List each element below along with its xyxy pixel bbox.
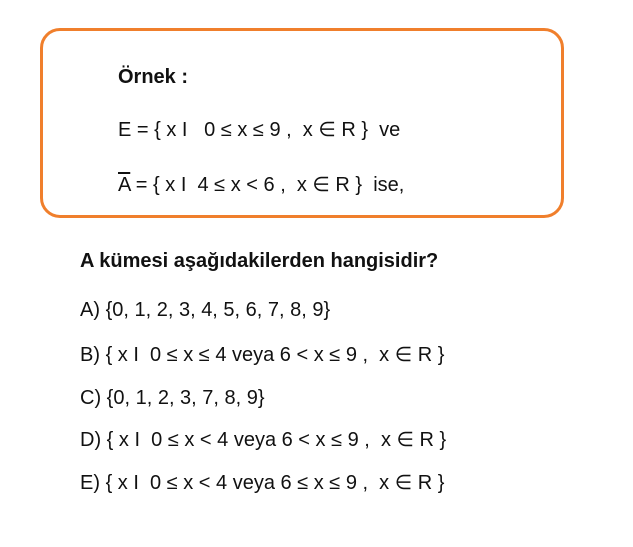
- example-line-e: E = { x I 0 ≤ x ≤ 9 , x ∈ R } ve: [118, 119, 401, 141]
- option-label: B): [80, 344, 100, 366]
- option-text: {0, 1, 2, 3, 7, 8, 9}: [106, 387, 265, 409]
- option-label: D): [80, 429, 102, 451]
- option-text: {0, 1, 2, 3, 4, 5, 6, 7, 8, 9}: [105, 299, 331, 321]
- option-label: C): [80, 387, 102, 409]
- option-label: A): [80, 299, 100, 321]
- example-line-a-rest: = { x I 4 ≤ x < 6 , x ∈ R } ise,: [130, 174, 405, 196]
- option-e[interactable]: [80, 470, 444, 495]
- complement-set-symbol: $\overline{A}$: [118, 174, 131, 196]
- option-b[interactable]: [80, 342, 444, 367]
- option-text: { x I 0 ≤ x ≤ 4 veya 6 < x ≤ 9 , x ∈ R }: [105, 344, 445, 366]
- option-label: E): [80, 472, 100, 494]
- option-a[interactable]: [80, 299, 330, 322]
- option-text: { x I 0 ≤ x < 4 veya 6 < x ≤ 9 , x ∈ R }: [106, 429, 447, 451]
- option-d[interactable]: [80, 427, 446, 452]
- question-text: A kümesi aşağıdakilerden hangisidir?: [80, 250, 439, 272]
- option-c[interactable]: [80, 387, 265, 410]
- option-text: { x I 0 ≤ x < 4 veya 6 ≤ x ≤ 9 , x ∈ R }: [105, 472, 445, 494]
- example-line-a: [118, 172, 404, 197]
- example-heading: Örnek :: [118, 66, 189, 88]
